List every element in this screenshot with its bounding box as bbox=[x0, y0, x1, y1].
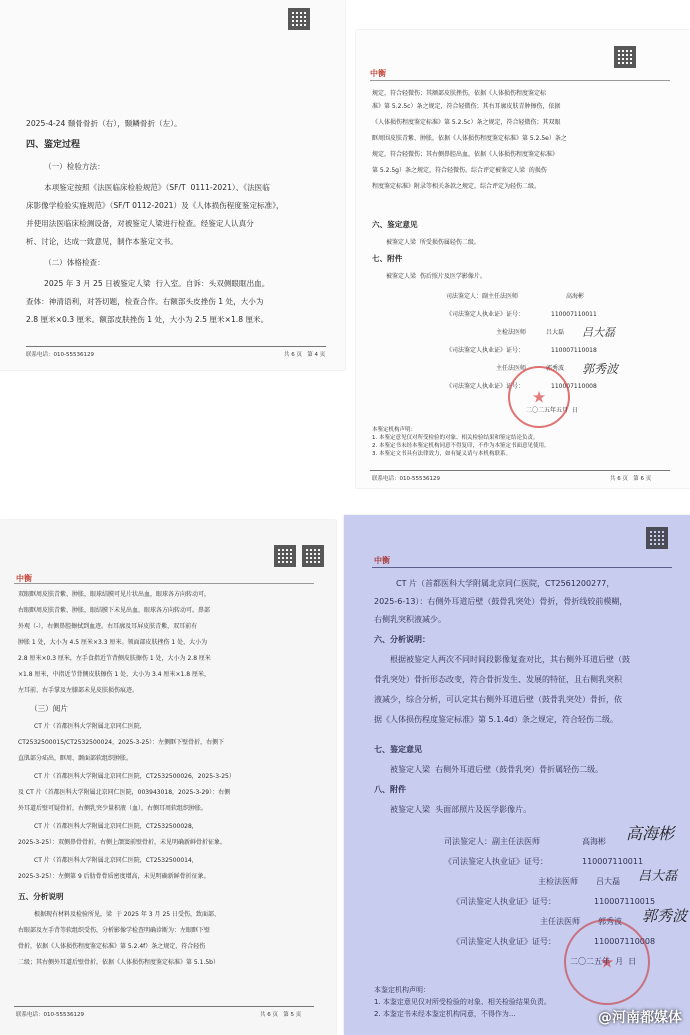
doc-line: 液减少，综合分析，可认定其右侧外耳道后壁（鼓骨乳突处）骨折，依 bbox=[374, 695, 622, 704]
doc-line: 据《人体损伤程度鉴定标准》第 5.1.4d）条之规定，符合轻伤二级。 bbox=[374, 715, 618, 724]
doc-line: CT2532500015/CT2532500024，2025-3-25）：左侧眶下壁骨折，右侧下 bbox=[18, 739, 225, 746]
section-heading: 六、分析说明： bbox=[374, 635, 430, 644]
footer-divider bbox=[370, 470, 670, 471]
brand-logo: 中衡 bbox=[370, 69, 386, 78]
doc-line: 本项鉴定按照《法医临床检验规范》（SF/T 0111-2021）、《法医临 bbox=[44, 183, 270, 192]
section-heading: 四、鉴定过程 bbox=[26, 140, 81, 150]
doc-line: 2025-6-13）：右侧外耳道后壁（鼓骨乳突处）骨折，骨折线较前模糊， bbox=[374, 597, 628, 606]
qr-code-icon bbox=[614, 46, 636, 68]
doc-line: 被鉴定人梁 头面部照片及医学影像片。 bbox=[390, 805, 532, 814]
doc-line: 二级；其右侧外耳道后壁骨折，依据《人体损伤程度鉴定标准》第 5.1.5b） bbox=[18, 959, 219, 966]
doc-line: 根据被鉴定人两次不同时间段影像复查对比，其右侧外耳道后壁（鼓 bbox=[390, 655, 630, 664]
doc-line: 骨乳突处）骨折形态改变，符合骨折发生、发展的特征，且右侧乳突积 bbox=[374, 675, 622, 684]
footer-page-number: 共 6 页 第 4 页 bbox=[284, 352, 326, 358]
section-heading: 六、鉴定意见 bbox=[372, 220, 418, 229]
doc-line: 外耳道后壁可疑骨折，右侧乳突少量积液（血），右侧耳周软组织肿胀。 bbox=[18, 805, 208, 812]
footer-page-number: 共 6 页 第 5 页 bbox=[260, 1012, 302, 1018]
signer-name: 吕大磊 bbox=[596, 877, 620, 886]
section-heading: 七、鉴定意见 bbox=[374, 745, 422, 754]
footer-phone: 联系电话：010-55536129 bbox=[372, 476, 440, 482]
doc-line: 2.8 厘米×0.3 厘米，左手食指近节背侧皮肤擦伤 1 处，大小为 2.8 厘米 bbox=[18, 655, 211, 662]
note-item: 3. 本鉴定文书具有法律效力，如有疑义请与本机构联系。 bbox=[372, 451, 511, 457]
doc-line: CT 片（首都医科大学附属北京同仁医院，CT2561200277， bbox=[396, 579, 615, 588]
doc-line: CT 片（首都医科大学附属北京同仁医院，CT2532500014， bbox=[34, 857, 198, 864]
qr-code-icon bbox=[274, 545, 296, 567]
doc-line: 骨折，依据《人体损伤程度鉴定标准》第 5.2.4f）条之规定，符合轻伤 bbox=[18, 943, 206, 950]
section-heading: 八、附件 bbox=[374, 785, 406, 794]
doc-line: 及 CT 片（首都医科大学附属北京同仁医院，003943018，2025-3-29）：右侧 bbox=[18, 789, 231, 796]
qr-code-icon bbox=[288, 8, 310, 30]
document-page-5 bbox=[0, 520, 336, 1035]
signer-role: 主任法医师 bbox=[496, 365, 527, 372]
footer-page-number: 共 6 页 第 6 页 bbox=[610, 476, 652, 482]
signer-role: 《司法鉴定人执业证》证号： bbox=[446, 347, 525, 354]
doc-line: 2.8 厘米×0.3 厘米。额部皮肤挫伤 1 处，大小为 2.5 厘米×1.8 厘米。 bbox=[26, 315, 269, 324]
notes-title: 本鉴定机构声明： bbox=[372, 427, 417, 433]
brand-logo: 中衡 bbox=[374, 556, 390, 565]
header-divider bbox=[370, 80, 670, 81]
doc-line: ×1.8 厘米，中指近节背侧皮肤擦伤 1 处，大小为 3.4 厘米×1.8 厘米， bbox=[18, 671, 210, 678]
doc-line: 右侧乳突积液减少。 bbox=[374, 615, 446, 624]
doc-line: 规定，符合轻微伤；其额部皮肤挫伤，依据《人体损伤程度鉴定标 bbox=[372, 90, 547, 97]
brand-logo: 中衡 bbox=[16, 574, 32, 583]
doc-line: 2025-4-24 颞骨骨折（右），颞鳞骨折（左）。 bbox=[26, 119, 182, 128]
notes-title: 本鉴定机构声明： bbox=[374, 986, 430, 994]
signer-name: 高海彬 bbox=[582, 837, 606, 846]
document-date: 二〇二五年 月 日 bbox=[570, 957, 637, 966]
doc-line: 双眼眶周皮肤青紫、肿胀，眼球结膜可见片状出血，眼球各方向转动可， bbox=[18, 591, 211, 598]
doc-line: 被鉴定人梁 右侧外耳道后壁（鼓骨乳突）骨折属轻伤二级。 bbox=[390, 765, 604, 774]
license-number: 110007110018 bbox=[551, 347, 597, 354]
section-heading: 七、附件 bbox=[372, 254, 403, 263]
document-page-6 bbox=[356, 30, 690, 488]
note-item: 1. 本鉴定意见仅对所受检验的对象、相关检验结果和鉴定结论负责。 bbox=[372, 435, 539, 441]
license-number: 110007110008 bbox=[551, 383, 597, 390]
note-item: 2. 本鉴定书未经本鉴定机构同意，不得作为... bbox=[374, 1010, 516, 1018]
signer-name: 郭秀波 bbox=[546, 365, 565, 372]
signer-role: 司法鉴定人：副主任法医师 bbox=[444, 837, 540, 846]
document-page-supplement bbox=[344, 515, 690, 1035]
handwritten-signature: 吕大磊 bbox=[638, 869, 678, 884]
qr-code-icon bbox=[302, 545, 324, 567]
footer-phone: 联系电话：010-55536129 bbox=[16, 1012, 84, 1018]
header-divider bbox=[14, 583, 314, 584]
signer-name: 吕大磊 bbox=[546, 329, 565, 336]
handwritten-signature: 高海彬 bbox=[626, 824, 675, 843]
doc-line: 右眼眶周皮肤青紫、肿胀，眼结膜下未见出血，眼球各方向转动可。鼻部 bbox=[18, 607, 211, 614]
signer-role: 《司法鉴定人执业证》证号： bbox=[444, 857, 548, 866]
note-item: 2. 本鉴定书未经本鉴定机构同意不得复印，不作为本鉴定书面意见使用。 bbox=[372, 443, 550, 449]
doc-line: 外观（-），右侧鼻腔擦拭到血迹。右耳廓及耳屏皮肤青紫，双耳前有 bbox=[18, 623, 198, 630]
doc-line: 被鉴定人梁 所受损伤属轻伤二级。 bbox=[386, 239, 480, 246]
sub-heading: （二）体格检查： bbox=[44, 258, 105, 267]
doc-line: 并使用法医临床检测设备，对被鉴定人梁进行检查。经鉴定人认真分 bbox=[26, 219, 254, 228]
doc-line: 准》第 5.2.5c）条之规定，符合轻微伤；其右耳廓皮肤青肿擦伤，依据 bbox=[372, 103, 561, 110]
doc-line: 根据现有材料及检验所见，梁 于 2025 年 3 月 25 日受伤，致面部、 bbox=[34, 911, 220, 918]
doc-line: 2025 年 3 月 25 日被鉴定人梁 行入室。自诉：头双侧眼眶出血。 bbox=[44, 279, 270, 288]
footer-divider bbox=[26, 346, 326, 347]
doc-line: 2025-3-25）：左侧第 9 后肋骨骨质密度增高，未见明确新鲜骨折征象。 bbox=[18, 873, 210, 880]
doc-line: CT 片（首都医科大学附属北京同仁医院，CT2532500026，2025-3-25） bbox=[34, 773, 235, 780]
doc-line: 床影像学检验实施规范》（SF/T 0112-2021）及《人体损伤程度鉴定标准》， bbox=[26, 201, 284, 210]
handwritten-signature: 吕大磊 bbox=[582, 326, 615, 339]
signer-role: 《司法鉴定人执业证》证号： bbox=[452, 937, 556, 946]
note-item: 1. 本鉴定意见仅对所受检验的对象、相关检验结果负责。 bbox=[374, 998, 551, 1006]
handwritten-signature: 郭秀波 bbox=[642, 907, 688, 925]
doc-line: 直肌部分疝出，眶周、颞面部软组织肿胀。 bbox=[18, 755, 133, 762]
doc-line: 2025-3-25）：双侧鼻骨骨折，右侧上颌窦前壁骨折，未见明确新鲜骨折征象。 bbox=[18, 839, 227, 846]
doc-line: 《人体损伤程度鉴定标准》第 5.2.5c）条之规定，符合轻微伤；其双眼 bbox=[372, 119, 561, 126]
signer-role: 司法鉴定人：副主任法医师 bbox=[446, 293, 519, 300]
signer-role: 主检法医师 bbox=[538, 877, 578, 886]
footer-phone: 联系电话：010-55536129 bbox=[26, 352, 94, 358]
doc-line: 被鉴定人梁 伤后照片及医学影像片。 bbox=[386, 273, 486, 280]
source-watermark: @河南都媒体 bbox=[598, 1010, 682, 1026]
doc-line: CT 片（首都医科大学附属北京同仁医院，CT2532500028， bbox=[34, 823, 198, 830]
document-page-4 bbox=[0, 0, 345, 370]
doc-line: 右眼部及左手背等软组织受伤，分析影像学检查明确诊断为：左眼眶下壁 bbox=[18, 927, 211, 934]
handwritten-signature: 郭秀波 bbox=[582, 362, 619, 376]
signer-name: 郭秀波 bbox=[598, 917, 622, 926]
doc-line: 眶周围皮肤青紫、肿胀，依据《人体损伤程度鉴定标准》第 5.2.5e）条之 bbox=[372, 135, 567, 142]
signer-role: 主检法医师 bbox=[496, 329, 527, 336]
license-number: 110007110011 bbox=[582, 857, 644, 866]
doc-line: 规定，符合轻微伤；其右侧鼻腔出血，依据《人体损伤程度鉴定标准》 bbox=[372, 151, 559, 158]
signer-role: 《司法鉴定人执业证》证号： bbox=[446, 311, 525, 318]
signer-role: 《司法鉴定人执业证》证号： bbox=[446, 383, 525, 390]
doc-line: 肿胀 1 处，大小为 4.5 厘米×3.3 厘米。领面部皮肤挫伤 1 处，大小为 bbox=[18, 639, 208, 646]
official-seal bbox=[508, 366, 570, 428]
license-number: 110007110011 bbox=[551, 311, 597, 318]
signer-name: 高海彬 bbox=[566, 293, 585, 300]
footer-divider bbox=[14, 1006, 314, 1007]
sub-heading: （一）检验方法： bbox=[44, 162, 105, 171]
document-date: 二〇二五年五月 日 bbox=[526, 407, 578, 414]
doc-line: 左耳前、右手掌及左膝部未见皮肤损伤痕迹。 bbox=[18, 687, 139, 694]
header-divider bbox=[372, 567, 672, 568]
license-number: 110007110015 bbox=[594, 897, 656, 906]
license-number: 110007110008 bbox=[594, 937, 656, 946]
sub-heading: （三）阅片 bbox=[30, 704, 68, 713]
signer-role: 主任法医师 bbox=[540, 917, 580, 926]
doc-line: 查体：神清语利，对答切题，检查合作。右额部头皮挫伤 1 处，大小为 bbox=[26, 297, 264, 306]
signer-role: 《司法鉴定人执业证》证号： bbox=[452, 897, 556, 906]
doc-line: 程度鉴定标准》附录等相关条款之规定，综合评定为轻伤二级。 bbox=[372, 183, 541, 190]
doc-line: 析、讨论，达成一致意见，制作本鉴定文书。 bbox=[26, 237, 178, 246]
doc-line: CT 片（首都医科大学附属北京同仁医院， bbox=[34, 723, 146, 730]
doc-line: 第 5.2.5g）条之规定，符合轻微伤。综合评定被鉴定人梁 的损伤 bbox=[372, 167, 547, 174]
section-heading: 五、分析说明 bbox=[18, 892, 64, 901]
qr-code-icon bbox=[646, 527, 668, 549]
